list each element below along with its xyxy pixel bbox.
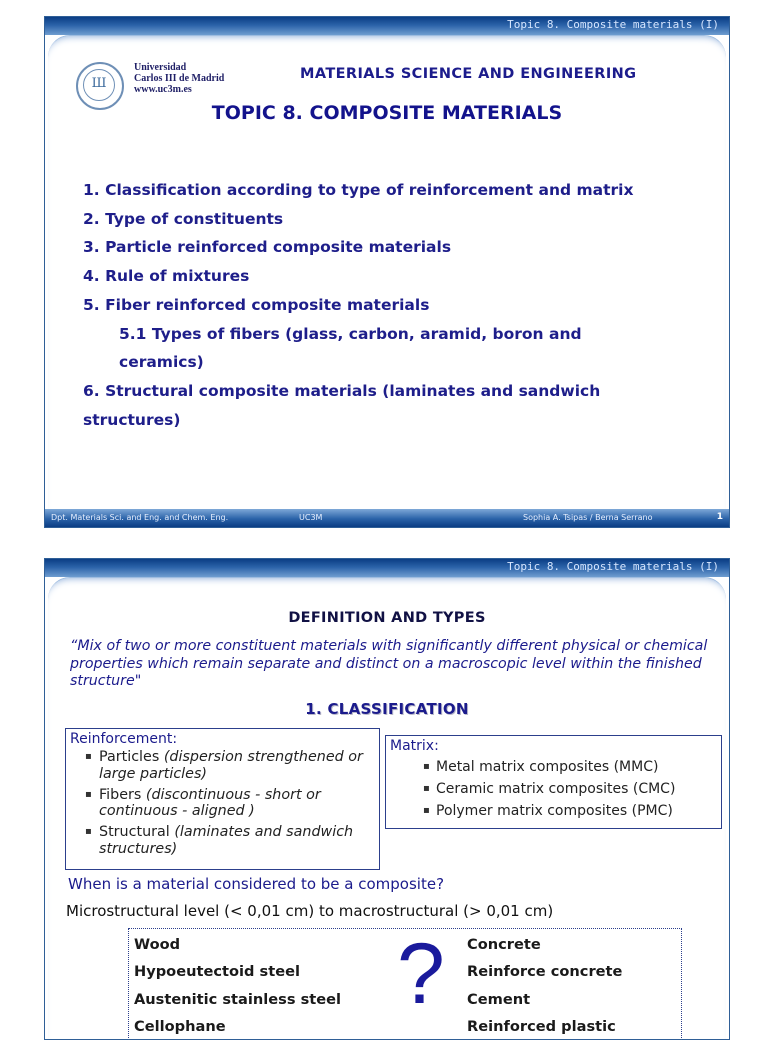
slide-2 [44,558,730,1040]
toc-subitem: ceramics) [119,353,204,372]
list-item: ▪ Ceramic matrix composites (CMC) [386,778,721,800]
footer-university: UC3M [299,513,323,522]
course-title: MATERIALS SCIENCE AND ENGINEERING [300,66,637,82]
examples-box [128,928,682,1040]
footer-department: Dpt. Materials Sci. and Eng. and Chem. Eng. [51,513,229,522]
footer-authors: Sophia A. Tsipas / Berna Serrano [523,513,653,522]
university-block [134,62,224,95]
example-item: Wood [134,936,181,953]
definition-quote: “Mix of two or more constituent materials with significantly different physical or chemical properties which remain separate and distinct on a macroscopic level within the finished structure" [70,638,708,689]
matrix-list [386,756,721,822]
university-name-line2: Carlos III de Madrid [134,73,225,84]
topic-title: TOPIC 8. COMPOSITE MATERIALS [211,102,563,124]
university-seal-icon: Ш [76,62,124,110]
reinforcement-list [66,749,379,858]
example-item: Cement [467,990,531,1008]
toc-item: 3. Particle reinforced composite materials [83,238,452,257]
composite-question: When is a material considered to be a composite? [68,875,445,893]
list-item: ▪ Fibers (discontinuous - short or continuous - aligned ) [66,787,379,821]
example-item: Reinforced plastic [467,1017,616,1035]
toc-item: 4. Rule of mixtures [83,267,250,286]
matrix-heading: Matrix: [390,738,439,754]
page-number: 1 [716,512,723,522]
toc-item: 6. Structural composite materials (laminates and sandwich [83,381,601,400]
slide-1-content [48,35,726,509]
slide-1 [44,16,730,528]
slide-2-header-bar [45,559,729,577]
university-name-line1: Universidad [134,62,187,73]
example-item: Austenitic stainless steel [134,990,342,1008]
slide-1-header-bar [45,17,729,35]
matrix-box [385,735,722,829]
slide-1-header-label: Topic 8. Composite materials (I) [507,18,719,31]
example-item: Reinforce concrete [467,963,623,981]
slide-2-content [48,577,726,1039]
slide-1-footer [45,509,729,527]
list-item: ▪ Structural (laminates and sandwich structures) [66,824,379,858]
example-item: Hypoeutectoid steel [134,963,301,981]
toc-item: 1. Classification according to type of reinforcement and matrix [83,181,634,199]
example-item: Cellophane [134,1017,226,1035]
toc-subitem: 5.1 Types of fibers (glass, carbon, aramid, boron and [119,324,582,343]
toc-item: 5. Fiber reinforced composite materials [83,295,430,314]
list-item: ▪ Metal matrix composites (MMC) [386,756,721,778]
reinforcement-box [65,728,380,870]
scale-level-text: Microstructural level (< 0,01 cm) to macrostructural (> 0,01 cm) [66,902,554,920]
university-website: www.uc3m.es [134,84,192,95]
classification-title: 1. CLASSIFICATION [305,700,469,718]
list-item: ▪ Polymer matrix composites (PMC) [386,800,721,822]
toc-item: 2. Type of constituents [83,209,284,228]
table-of-contents [83,176,703,434]
slide-2-header-label: Topic 8. Composite materials (I) [507,560,719,573]
question-mark-icon: ? [397,926,445,1022]
list-item: ▪ Particles (dispersion strengthened or large particles) [66,749,379,783]
definition-title: DEFINITION AND TYPES [288,610,486,626]
toc-item: structures) [83,410,181,429]
reinforcement-heading: Reinforcement: [70,731,178,747]
example-item: Concrete [467,936,541,953]
